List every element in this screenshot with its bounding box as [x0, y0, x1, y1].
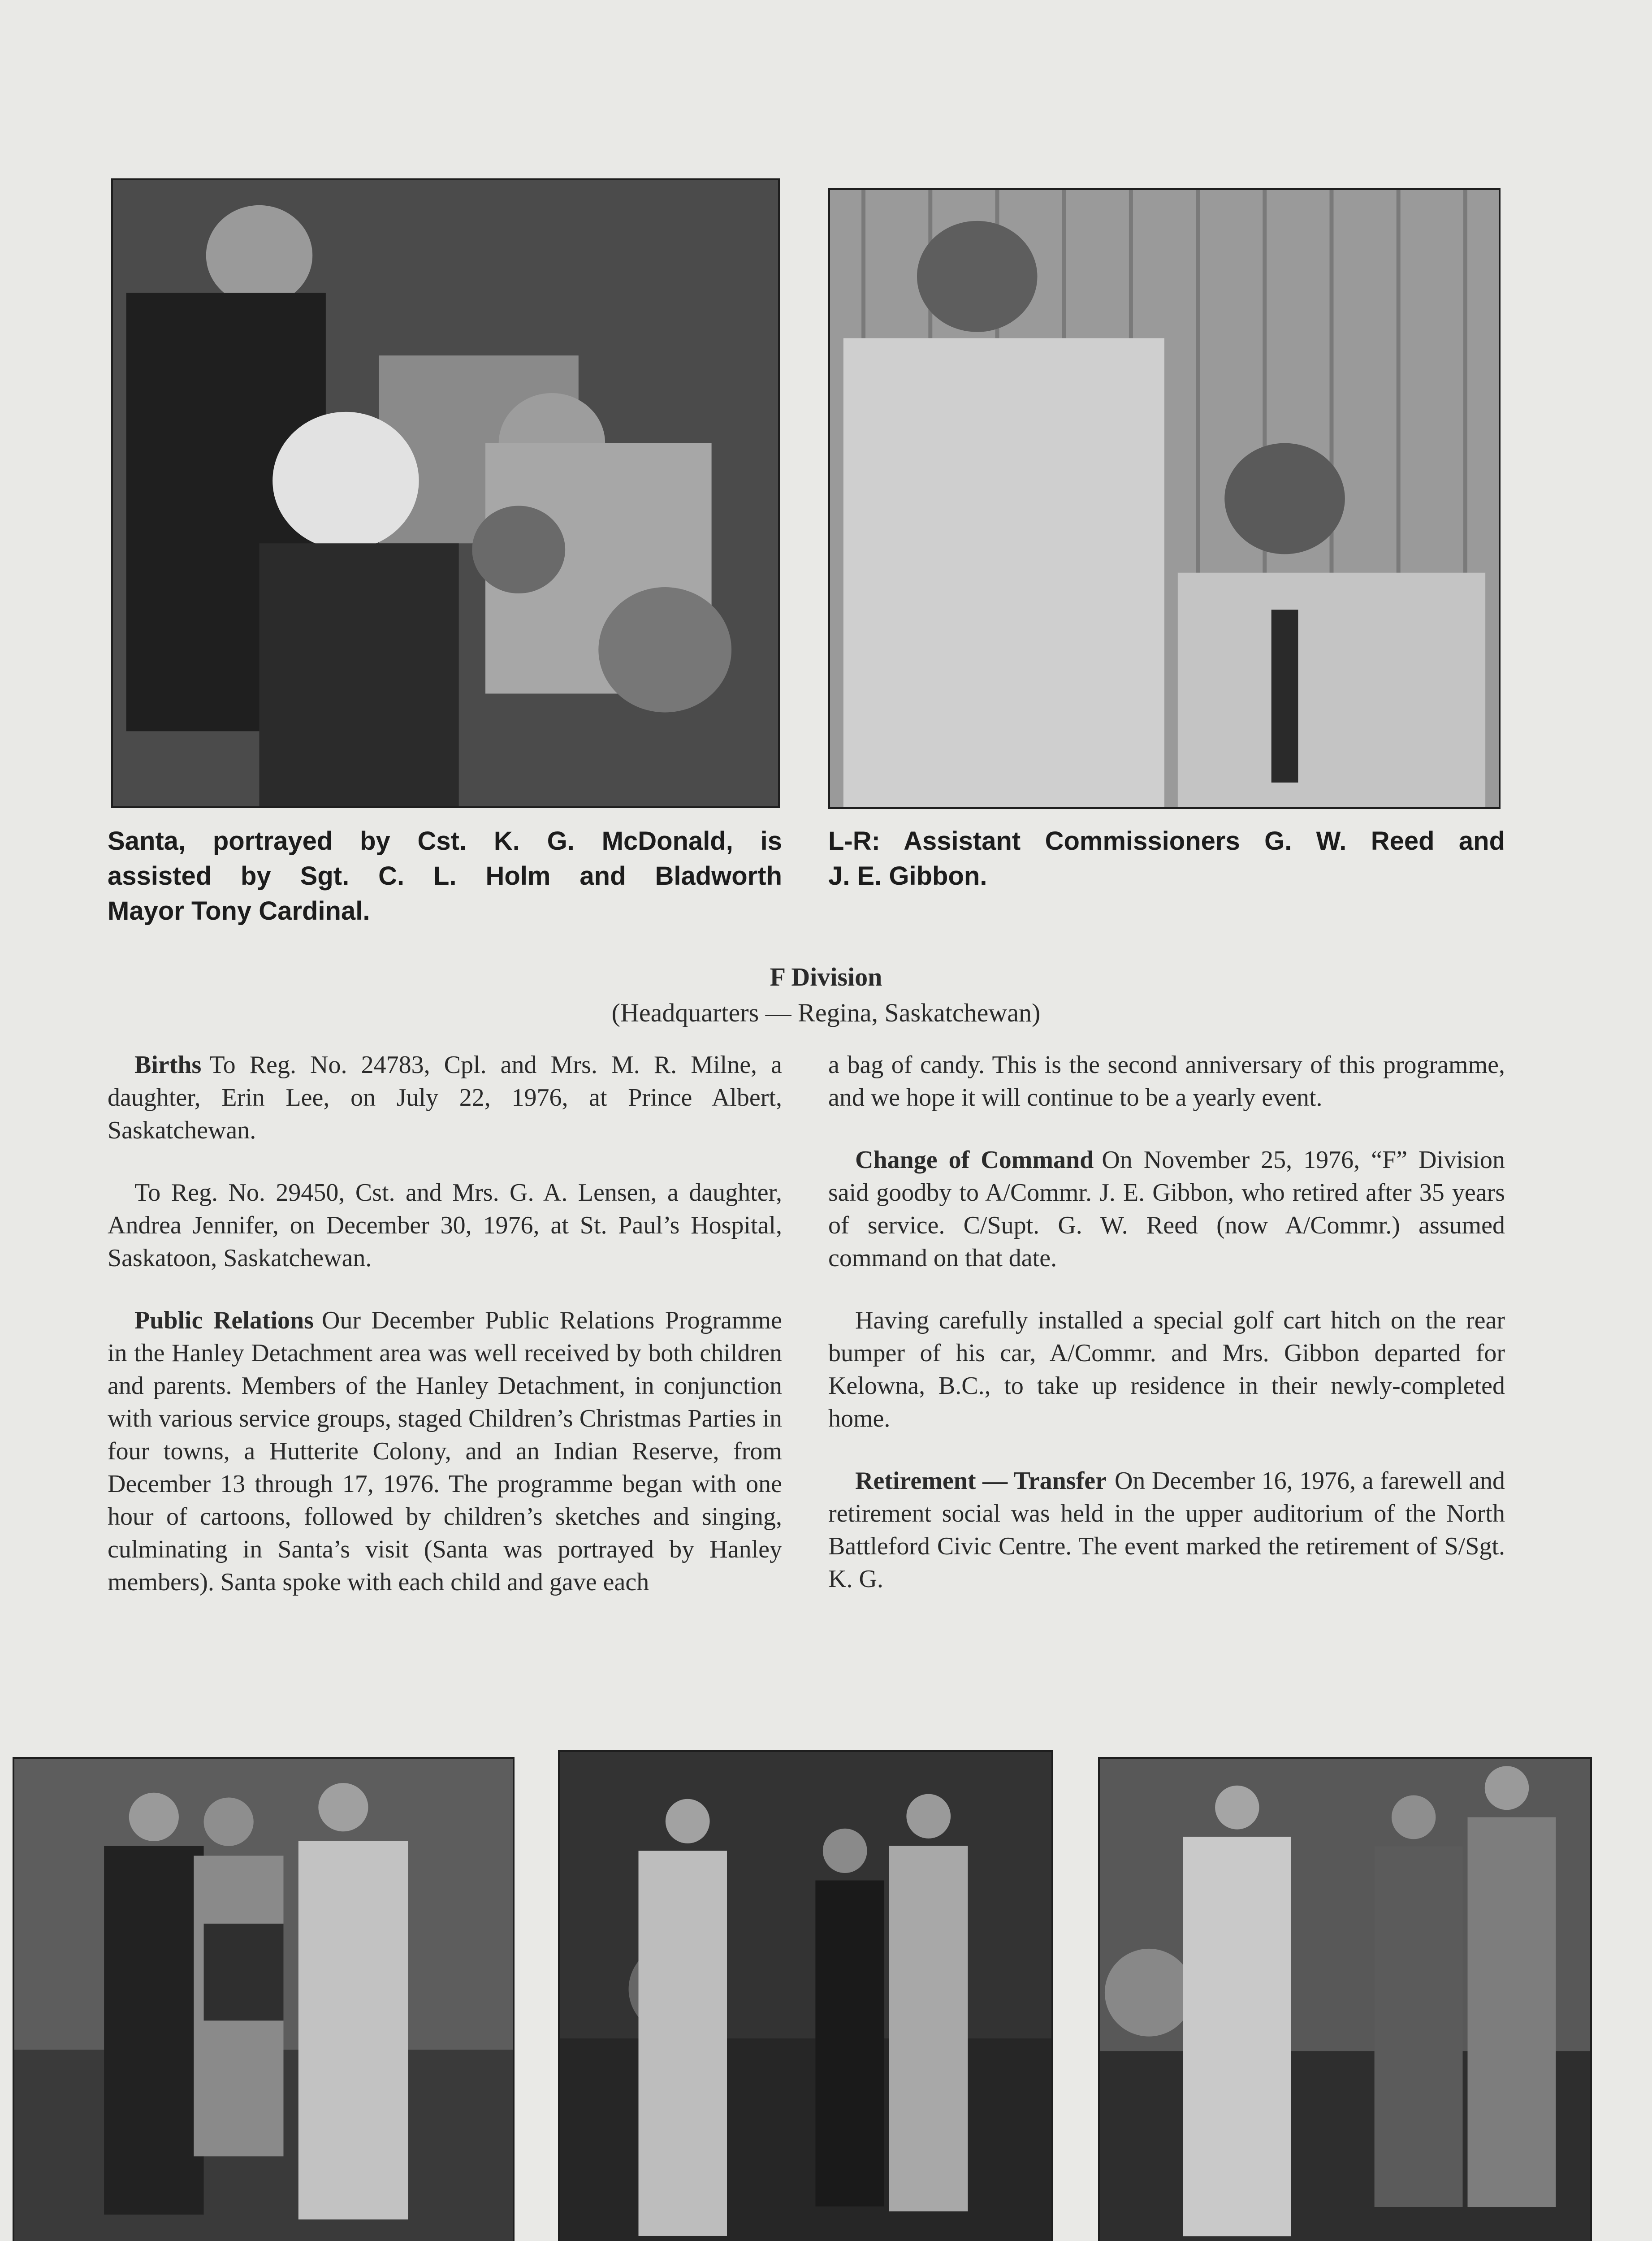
paragraph-text: On December 16, 1976, a farewell and retirement social was held in the upper auditorium of the North Battleford Civic Centre. The event marked the retirement of S/Sgt. K. G.	[828, 1467, 1505, 1593]
paragraph-lead: Births	[134, 1051, 202, 1079]
caption-santa-line-1: Santa, portrayed by Cst. K. G. McDonald, is	[108, 826, 782, 856]
paragraph-births	[108, 1049, 782, 1147]
section-title: F Division	[770, 962, 882, 991]
left-column	[108, 1049, 782, 1628]
paragraph-text: Our December Public Relations Programme in the Hanley Detachment area was well received by both children and parents. Members of the Hanley Detachment, in conjunction with various service groups, staged Children’s Christmas Parties in four towns, a Hutterite Colony, and an Indian Reserve, from December 13 through 17, 1976. The programme began with one hour of cartoons, followed by children’s sketches and singing, culminating in Santa’s visit (Santa was portrayed by Hanley members). Santa spoke with each child and gave each	[108, 1307, 783, 1596]
caption-santa	[108, 824, 782, 894]
section-subtitle: (Headquarters — Regina, Saskatchewan)	[611, 998, 1041, 1027]
caption-commissioners	[828, 824, 1505, 859]
paragraph-text: On November 25, 1976, “F” Division said goodby to A/Commr. J. E. Gibbon, who retired after 35 years of service. C/Supt. G. W. Reed (now A/Commr.) assumed command on that date.	[828, 1146, 1505, 1272]
caption-santa-line-2: assisted by Sgt. C. L. Holm and Bladworth	[108, 861, 782, 891]
caption-commissioners-last	[828, 859, 1505, 894]
paragraph-text: To Reg. No. 29450, Cst. and Mrs. G. A. Lensen, a daughter, Andrea Jennifer, on December 30, 1976, at St. Paul’s Hospital, Saskatoon, Saskatchewan.	[108, 1179, 782, 1272]
paragraph-birth-lensen	[108, 1177, 782, 1275]
paragraph-retirement	[828, 1465, 1505, 1596]
paragraph-text: To Reg. No. 24783, Cpl. and Mrs. M. R. Milne, a daughter, Erin Lee, on July 22, 1976, at Prince Albert, Saskatchewan.	[108, 1051, 782, 1144]
paragraph-text: a bag of candy. This is the second anniversary of this programme, and we hope it will continue to be a yearly event.	[828, 1051, 1505, 1112]
paragraph-change-of-command	[828, 1144, 1505, 1275]
paragraph-lead: Retirement — Transfer	[855, 1467, 1107, 1495]
caption-commissioners-line-2: J. E. Gibbon.	[828, 861, 987, 891]
paragraph-lead: Change of Command	[855, 1146, 1094, 1174]
paragraph-public-relations	[108, 1304, 782, 1599]
photo-plaque-ross-image	[14, 1759, 513, 2241]
photo-plaque-stechly	[1098, 1757, 1592, 2241]
caption-santa-line-3: Mayor Tony Cardinal.	[108, 896, 370, 926]
right-column	[828, 1049, 1505, 1625]
photo-commissioners	[828, 188, 1501, 809]
photo-plaque-taylor	[558, 1750, 1053, 2241]
paragraph-candy	[828, 1049, 1505, 1114]
photo-plaque-taylor-image	[560, 1752, 1051, 2241]
caption-santa-last	[108, 894, 782, 929]
paragraph-lead: Public Relations	[134, 1307, 314, 1334]
paragraph-text: Having carefully installed a special golf cart hitch on the rear bumper of his car, A/Commr. and Mrs. Gibbon departed for Kelowna, B.C., to take up residence in their newly-completed home.	[828, 1307, 1505, 1432]
photo-plaque-ross	[13, 1757, 515, 2241]
photo-santa-image	[113, 180, 778, 806]
photo-commissioners-image	[830, 190, 1499, 807]
caption-commissioners-line-1: L-R: Assistant Commissioners G. W. Reed and	[828, 826, 1505, 856]
photo-plaque-stechly-image	[1100, 1759, 1590, 2241]
paragraph-golf-cart	[828, 1304, 1505, 1435]
photo-santa	[111, 178, 780, 808]
